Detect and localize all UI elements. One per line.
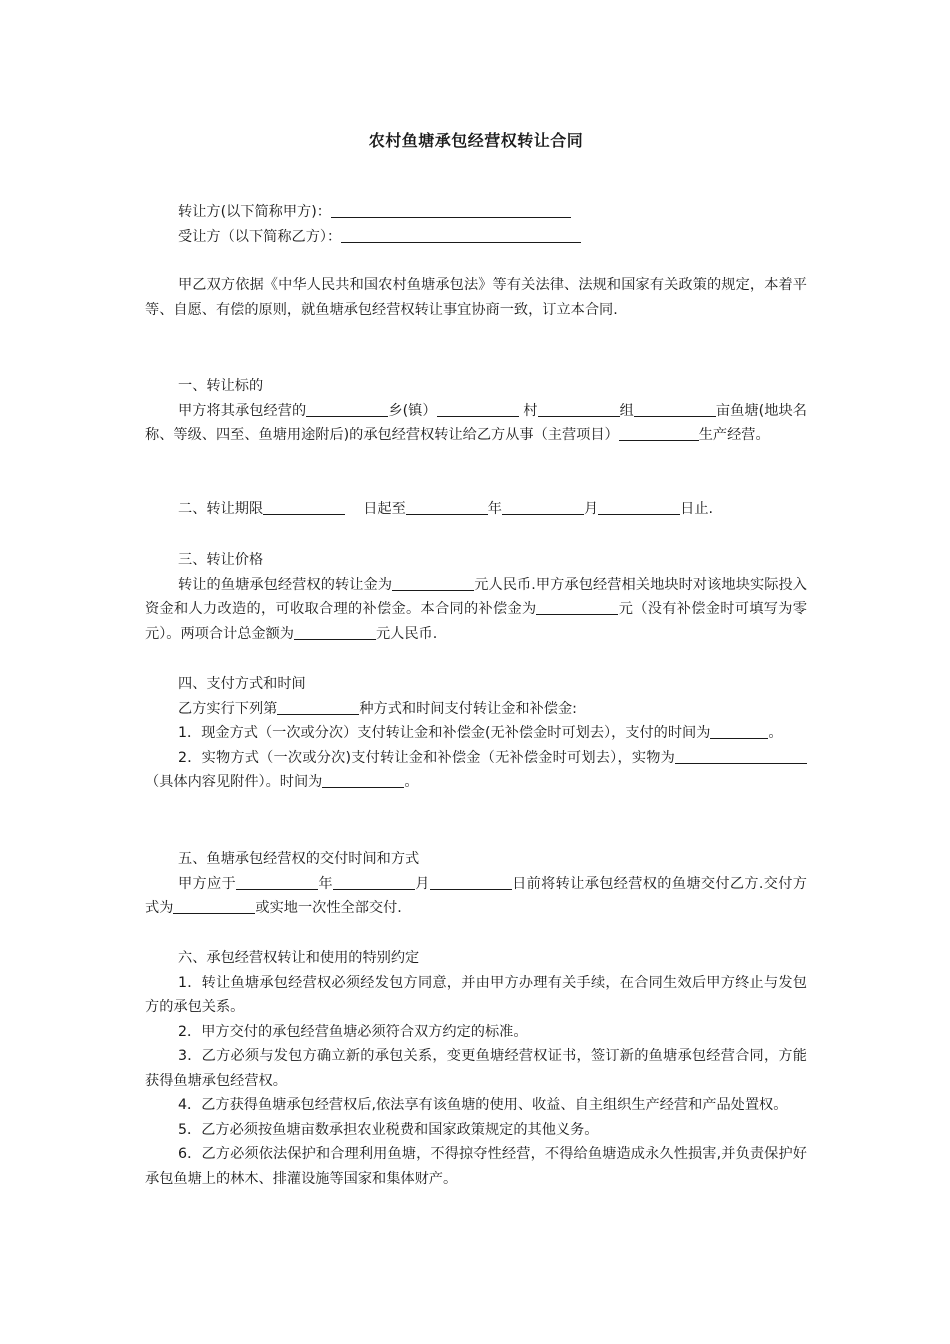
transferor-label: 转让方(以下简称甲方)： [178,204,331,220]
section-1-text: 村 [523,402,538,419]
section-2-text: 日起至 [363,501,406,517]
section-6-item: 3．乙方必须与发包方确立新的承包关系，变更鱼塘经营权证书，签订新的鱼塘承包经营合同，方能获得鱼塘承包经营权。 [145,1048,807,1089]
preamble-text: 甲乙双方依据《中华人民共和国农村鱼塘承包法》等有关法律、法规和国家有关政策的规定，本着平等、自愿、有偿的原则，就鱼塘承包经营权转让事宜协商一致，订立本合同. [145,277,807,318]
section-5-text: 或实地一次性全部交付. [255,900,402,916]
end-month-blank[interactable] [502,498,584,515]
section-2 [145,497,807,522]
delivery-day-blank[interactable] [430,873,512,890]
start-date-blank[interactable] [263,498,345,515]
payment-method-blank[interactable] [277,698,359,715]
section-1-text: 乡(镇） [388,402,437,419]
section-6 [145,946,807,1191]
section-2-text: 年 [487,501,502,517]
section-2-text: 月 [583,501,599,517]
section-2-text: 日止. [680,501,714,517]
village-blank[interactable] [437,400,519,417]
section-3-text: 元（没有补偿金时可填写为零元）。两项合计总金额为 [145,601,807,642]
section-5-text: 甲方应于 [178,875,237,892]
section-5-heading: 五、鱼塘承包经营权的交付时间和方式 [178,851,420,867]
end-year-blank[interactable] [406,498,488,515]
section-3-text: 元人民币. [375,625,438,642]
section-3-text: 转让的鱼塘承包经营权的转让金为 [178,576,393,593]
transferor-blank[interactable] [331,201,571,218]
goods-time-blank[interactable] [322,771,404,788]
section-4-item-1: 。 [768,725,783,741]
section-3-text: 元人民币.甲方承包经营相关地块时对该地块实际投入资金和人力改造的，可收取合理的补偿金。本合同的补偿金为 [145,576,807,617]
parties-block [145,200,807,249]
document-title: 农村鱼塘承包经营权转让合同 [368,131,584,150]
town-blank[interactable] [306,400,388,417]
section-4-text: 乙方实行下列第 [178,700,278,717]
section-4-text: 种方式和时间支付转让金和补偿金: [359,700,577,717]
goods-blank-b[interactable] [715,747,807,764]
delivery-method-blank[interactable] [173,897,255,914]
section-6-item: 6．乙方必须依法保护和合理利用鱼塘，不得掠夺性经营，不得给鱼塘造成永久性损害,并负责保护好承包鱼塘上的林木、排灌设施等国家和集体财产。 [145,1146,807,1187]
end-day-blank[interactable] [598,498,680,515]
section-1 [145,374,807,448]
preamble-block [145,273,807,322]
main-project-blank-a[interactable] [619,424,641,441]
section-5-text: 月 [414,875,430,892]
goods-blank-a[interactable] [675,747,715,764]
total-amount-blank[interactable] [294,623,376,640]
delivery-year-blank[interactable] [236,873,318,890]
section-4-item-2: 2．实物方式（一次或分次)支付转让金和补偿金（无补偿金时可划去），实物为 [178,749,675,766]
section-4-item-2: 。 [404,774,419,790]
section-5-text: 年 [318,875,333,892]
section-3-heading: 三、转让价格 [178,552,264,568]
transfer-fee-blank[interactable] [392,574,474,591]
section-1-text: 甲方将其承包经营的 [178,402,307,419]
area-blank[interactable] [634,400,716,417]
main-project-blank-b[interactable] [641,424,699,441]
section-4 [145,672,807,795]
section-6-item: 2．甲方交付的承包经营鱼塘必须符合双方约定的标准。 [178,1023,528,1040]
section-6-item: 5．乙方必须按鱼塘亩数承担农业税费和国家政策规定的其他义务。 [178,1121,599,1138]
section-4-item-2: （具体内容见附件）。时间为 [145,774,323,790]
group-blank[interactable] [538,400,620,417]
section-5-text: 日前将转让承包经营权的鱼塘交付乙方.交付方式为 [145,875,807,916]
section-3 [145,548,807,646]
section-2-text: 二、转让期限 [178,501,264,517]
section-1-text: 亩鱼塘(地块名称、等级、四至、鱼塘用途附后)的承包经营权转让给乙方从事（主营项目） [145,402,807,443]
section-5 [145,847,807,921]
delivery-month-blank[interactable] [333,873,415,890]
compensation-blank[interactable] [536,598,618,615]
section-6-heading: 六、承包经营权转让和使用的特别约定 [178,950,420,966]
transferee-label: 受让方（以下简称乙方）： [178,228,342,245]
section-1-text: 组 [619,402,634,419]
cash-time-blank[interactable] [710,722,768,739]
transferee-blank[interactable] [341,226,581,243]
section-4-item-1: 1．现金方式（一次或分次）支付转让金和补偿金(无补偿金时可划去），支付的时间为 [178,725,711,741]
section-4-heading: 四、支付方式和时间 [178,676,306,692]
section-1-text: 生产经营。 [698,427,770,443]
section-6-item: 4．乙方获得鱼塘承包经营权后,依法享有该鱼塘的使用、收益、自主组织生产经营和产品处置权。 [178,1097,788,1113]
section-1-heading: 一、转让标的 [178,378,264,394]
section-6-item: 1．转让鱼塘承包经营权必须经发包方同意，并由甲方办理有关手续，在合同生效后甲方终止与发包方的承包关系。 [145,974,807,1015]
